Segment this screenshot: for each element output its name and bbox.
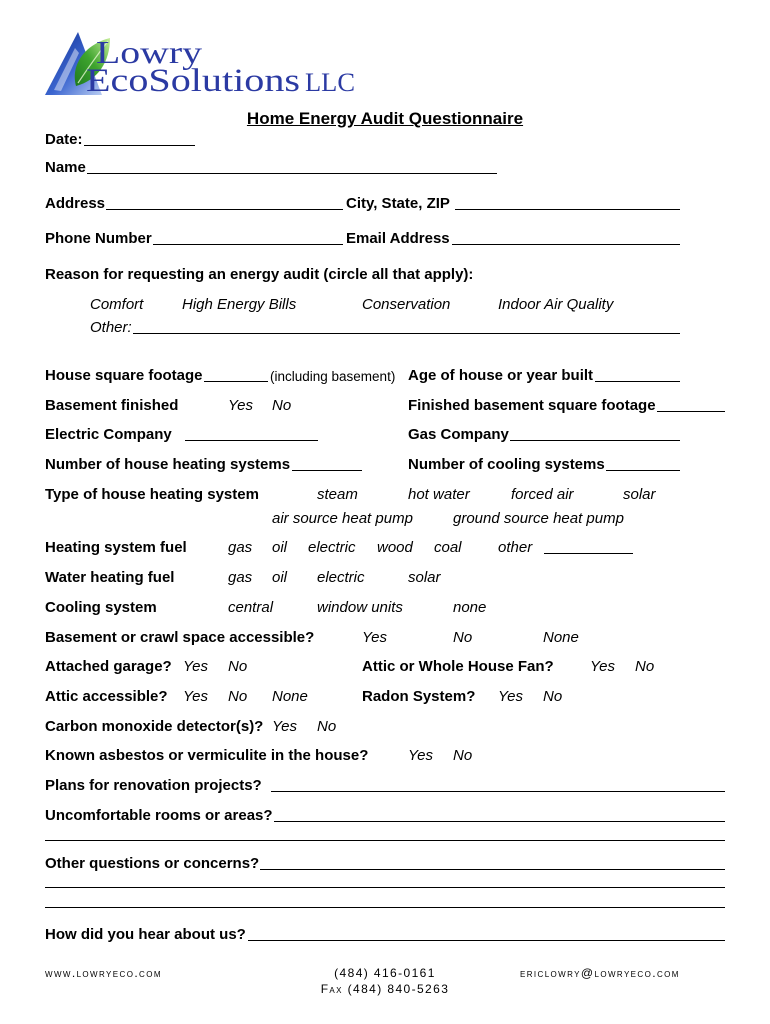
phone-label: Phone Number xyxy=(45,230,152,247)
hear-about-field[interactable] xyxy=(248,940,725,941)
crawl-space-no[interactable]: No xyxy=(453,629,473,646)
systems-count-row xyxy=(0,456,770,474)
date-row xyxy=(0,131,770,149)
heating-fuel-coal[interactable]: coal xyxy=(434,539,462,556)
phone-email-row xyxy=(0,230,770,248)
finished-sqft-field[interactable] xyxy=(657,411,725,412)
name-row xyxy=(0,159,770,177)
uncomfortable-field[interactable] xyxy=(274,821,725,822)
electric-company-field[interactable] xyxy=(185,440,318,441)
asbestos-row xyxy=(0,747,770,765)
co-detector-row xyxy=(0,718,770,736)
basement-finished-label: Basement finished xyxy=(45,397,179,414)
heating-fuel-wood[interactable]: wood xyxy=(377,539,413,556)
uncomfortable-field-line-2[interactable] xyxy=(45,840,725,841)
heating-type-air-source-heat-pump[interactable]: air source heat pump xyxy=(272,510,413,527)
reason-options-row xyxy=(0,296,770,314)
radon-yes[interactable]: Yes xyxy=(498,688,524,705)
logo-line1: Lowry xyxy=(96,34,202,70)
reason-other-label: Other: xyxy=(90,319,132,336)
heating-type-row xyxy=(0,486,770,504)
asbestos-no[interactable]: No xyxy=(453,747,473,764)
cooling-window-units[interactable]: window units xyxy=(317,599,403,616)
heating-fuel-electric[interactable]: electric xyxy=(308,539,356,556)
cooling-row xyxy=(0,599,770,617)
address-label: Address xyxy=(45,195,106,212)
city-state-zip-field[interactable] xyxy=(455,209,680,210)
electric-company-label: Electric Company xyxy=(45,426,172,443)
heating-fuel-oil[interactable]: oil xyxy=(272,539,288,556)
attic-fan-label: Attic or Whole House Fan? xyxy=(362,658,554,675)
water-fuel-solar[interactable]: solar xyxy=(408,569,441,586)
heating-fuel-row xyxy=(0,539,770,557)
reason-option-comfort[interactable]: Comfort xyxy=(90,296,144,313)
heating-fuel-other-field[interactable] xyxy=(544,553,633,554)
name-field[interactable] xyxy=(87,173,497,174)
crawl-space-row xyxy=(0,629,770,647)
utility-row xyxy=(0,426,770,444)
address-row xyxy=(0,195,770,213)
radon-label: Radon System? xyxy=(362,688,476,705)
sqft-note: (including basement) xyxy=(270,369,396,384)
reason-option-conservation[interactable]: Conservation xyxy=(362,296,451,313)
date-field[interactable] xyxy=(84,145,195,146)
attic-fan-yes[interactable]: Yes xyxy=(590,658,616,675)
name-label: Name xyxy=(45,159,86,176)
heating-type-label: Type of house heating system xyxy=(45,486,259,503)
water-fuel-row xyxy=(0,569,770,587)
uncomfortable-label: Uncomfortable rooms or areas? xyxy=(45,807,273,824)
heating-systems-label: Number of house heating systems xyxy=(45,456,291,473)
phone-field[interactable] xyxy=(153,244,343,245)
footer-email: ericlowry@lowryeco.com xyxy=(520,966,680,980)
heating-type-solar[interactable]: solar xyxy=(623,486,656,503)
garage-fan-row xyxy=(0,658,770,676)
footer-website: www.lowryeco.com xyxy=(45,966,162,980)
sqft-label: House square footage xyxy=(45,367,203,384)
garage-label: Attached garage? xyxy=(45,658,172,675)
water-fuel-electric[interactable]: electric xyxy=(317,569,365,586)
reason-other-row xyxy=(0,319,770,337)
attic-yes[interactable]: Yes xyxy=(183,688,209,705)
heating-fuel-other[interactable]: other xyxy=(498,539,533,556)
sqft-row xyxy=(0,367,770,385)
asbestos-label: Known asbestos or vermiculite in the house? xyxy=(45,747,369,764)
basement-finished-yes[interactable]: Yes xyxy=(228,397,254,414)
address-field[interactable] xyxy=(106,209,343,210)
crawl-space-label: Basement or crawl space accessible? xyxy=(45,629,315,646)
cooling-systems-label: Number of cooling systems xyxy=(408,456,605,473)
radon-no[interactable]: No xyxy=(543,688,563,705)
gas-company-field[interactable] xyxy=(510,440,680,441)
basement-finished-row xyxy=(0,397,770,415)
lowry-ecosolutions-logo xyxy=(40,28,360,100)
asbestos-yes[interactable]: Yes xyxy=(408,747,434,764)
footer-fax: Fax (484) 840-5263 xyxy=(320,982,450,996)
basement-finished-no[interactable]: No xyxy=(272,397,292,414)
crawl-space-yes[interactable]: Yes xyxy=(362,629,388,646)
water-fuel-gas[interactable]: gas xyxy=(228,569,253,586)
co-detector-no[interactable]: No xyxy=(317,718,337,735)
renovation-label: Plans for renovation projects? xyxy=(45,777,262,794)
house-age-field[interactable] xyxy=(595,381,680,382)
attic-radon-row xyxy=(0,688,770,706)
attic-no[interactable]: No xyxy=(228,688,248,705)
house-age-label: Age of house or year built xyxy=(408,367,594,384)
other-questions-field-line-2[interactable] xyxy=(45,887,725,888)
attic-none[interactable]: None xyxy=(272,688,308,705)
reason-option-indoor-air-quality[interactable]: Indoor Air Quality xyxy=(498,296,614,313)
cooling-label: Cooling system xyxy=(45,599,157,616)
reason-row xyxy=(0,266,770,284)
heating-type-row-2 xyxy=(0,510,770,528)
water-fuel-label: Water heating fuel xyxy=(45,569,175,586)
date-label: Date: xyxy=(45,131,83,148)
reason-other-field[interactable] xyxy=(133,333,680,334)
reason-option-high-energy-bills[interactable]: High Energy Bills xyxy=(182,296,297,313)
heating-type-ground-source-heat-pump[interactable]: ground source heat pump xyxy=(453,510,624,527)
other-questions-label: Other questions or concerns? xyxy=(45,855,260,872)
renovation-row xyxy=(0,777,770,795)
gas-company-label: Gas Company xyxy=(408,426,509,443)
heating-type-hot-water[interactable]: hot water xyxy=(408,486,470,503)
heating-type-steam[interactable]: steam xyxy=(317,486,358,503)
email-field[interactable] xyxy=(452,244,680,245)
sqft-field[interactable] xyxy=(204,381,268,382)
renovation-field[interactable] xyxy=(271,791,725,792)
logo-line2: EcoSolutions xyxy=(86,63,300,99)
other-questions-field-line-3[interactable] xyxy=(45,907,725,908)
heating-systems-field[interactable] xyxy=(292,470,362,471)
cooling-systems-field[interactable] xyxy=(606,470,680,471)
other-questions-field[interactable] xyxy=(260,869,725,870)
cooling-none[interactable]: none xyxy=(453,599,487,616)
attic-label: Attic accessible? xyxy=(45,688,168,705)
garage-yes[interactable]: Yes xyxy=(183,658,209,675)
footer-phone: (484) 416-0161 xyxy=(334,966,436,980)
cooling-central[interactable]: central xyxy=(228,599,274,616)
city-state-zip-label: City, State, ZIP xyxy=(346,195,450,212)
logo-suffix: LLC xyxy=(305,68,355,97)
finished-sqft-label: Finished basement square footage xyxy=(408,397,656,414)
garage-no[interactable]: No xyxy=(228,658,248,675)
heating-type-forced-air[interactable]: forced air xyxy=(511,486,574,503)
co-detector-label: Carbon monoxide detector(s)? xyxy=(45,718,264,735)
water-fuel-oil[interactable]: oil xyxy=(272,569,288,586)
uncomfortable-row xyxy=(0,807,770,825)
page-title: Home Energy Audit Questionnaire xyxy=(246,109,524,128)
heating-fuel-label: Heating system fuel xyxy=(45,539,187,556)
reason-label: Reason for requesting an energy audit (circle all that apply): xyxy=(45,266,474,283)
co-detector-yes[interactable]: Yes xyxy=(272,718,298,735)
email-label: Email Address xyxy=(346,230,450,247)
heating-fuel-gas[interactable]: gas xyxy=(228,539,253,556)
hear-about-row xyxy=(0,926,770,944)
attic-fan-no[interactable]: No xyxy=(635,658,655,675)
crawl-space-none[interactable]: None xyxy=(543,629,579,646)
other-questions-row xyxy=(0,855,770,873)
hear-about-label: How did you hear about us? xyxy=(45,926,246,943)
